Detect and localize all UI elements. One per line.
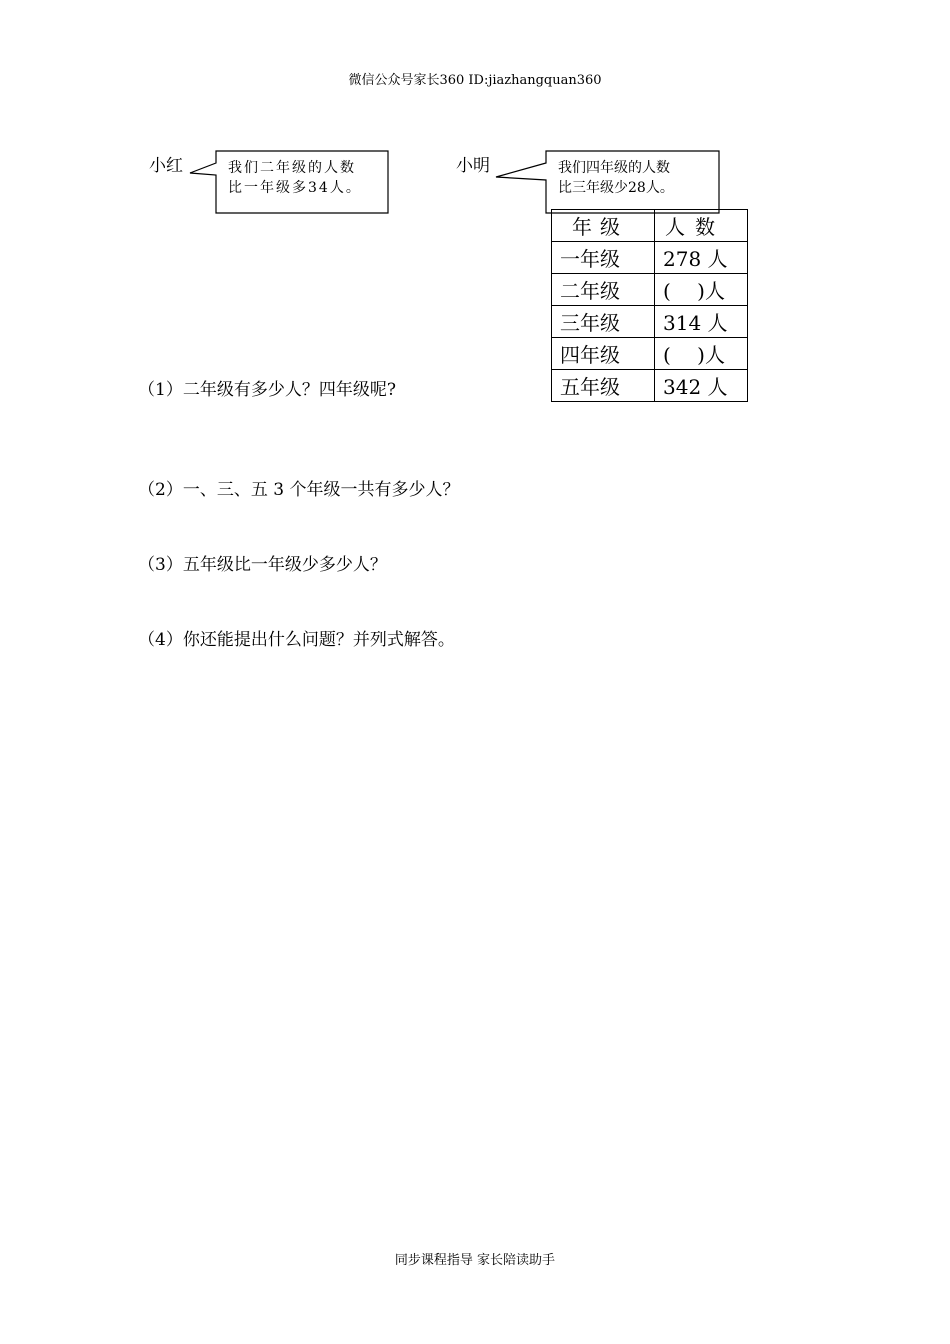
speaker-name-xiaohong: 小红	[149, 156, 183, 176]
bubble-right-line-2: 比三年级少28人。	[558, 180, 674, 196]
table-cell-grade: 四年级	[552, 338, 655, 370]
question-2: （2）一、三、五 3 个年级一共有多少人？	[138, 480, 460, 500]
speech-bubble-right-text	[558, 158, 674, 198]
table-row	[552, 274, 748, 306]
bubble-right-line-1: 我们四年级的人数	[558, 160, 670, 176]
grade-population-table	[551, 209, 748, 402]
table-cell-count: ( )人	[655, 338, 748, 370]
table-cell-count: 314 人	[655, 306, 748, 338]
table-cell-count: ( )人	[655, 274, 748, 306]
table-cell-grade: 三年级	[552, 306, 655, 338]
bubble-left-line-1: 我们二年级的人数	[228, 160, 356, 176]
table-row	[552, 370, 748, 402]
speech-bubble-left-text	[228, 158, 362, 198]
table-header-row	[552, 210, 748, 242]
table-header-grade: 年级	[552, 210, 655, 242]
question-3: （3）五年级比一年级少多少人？	[138, 555, 387, 575]
table-cell-grade: 五年级	[552, 370, 655, 402]
speaker-name-xiaoming: 小明	[456, 156, 490, 176]
question-4: （4）你还能提出什么问题？并列式解答。	[138, 630, 455, 650]
bubble-left-line-2: 比一年级多34人。	[228, 180, 362, 196]
table-header-count: 人数	[655, 210, 748, 242]
table-row	[552, 242, 748, 274]
table-cell-grade: 二年级	[552, 274, 655, 306]
table-row	[552, 338, 748, 370]
table-row	[552, 306, 748, 338]
table-cell-count: 278 人	[655, 242, 748, 274]
page-header: 微信公众号家长360 ID:jiazhangquan360	[348, 73, 602, 88]
table-cell-grade: 一年级	[552, 242, 655, 274]
page-footer: 同步课程指导 家长陪读助手	[394, 1253, 556, 1268]
table-cell-count: 342 人	[655, 370, 748, 402]
question-1: （1）二年级有多少人？四年级呢?	[138, 380, 396, 400]
